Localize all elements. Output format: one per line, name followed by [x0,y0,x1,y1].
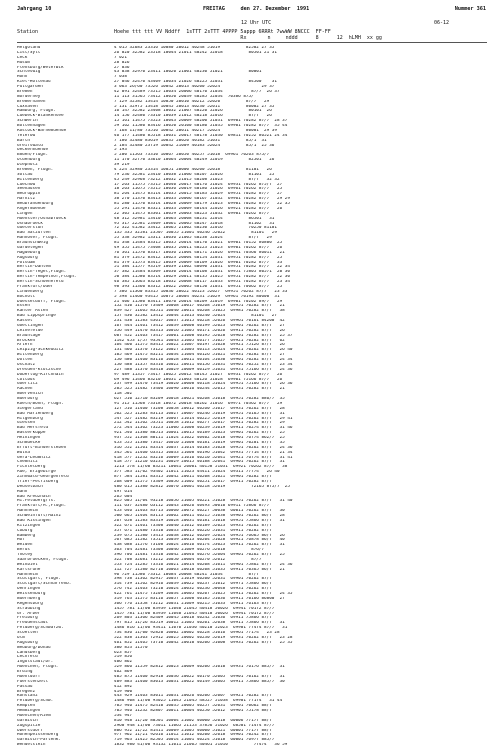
station-values: 500 665 11464 83113 10062 20011 40215 51038 69901 70262 86/7 28 [114,514,285,518]
station-values: 72 322 41582 33412 10065 21002 40230 52016 70250 81101 [114,226,277,231]
station-values: 1457 781 11/00 83939 11040 21045 40418 50026 69941 70172 87/7 [114,611,275,616]
station-values: 1142 453 1/57 93541 10043 21005 40177 51027 69921 70282 87/7 62 [114,338,285,343]
station-values: 276 742 11463 73210 10024 20032 40236 50048 69931 70262 87/7 [114,587,272,592]
station-name: Oldenburg [17,158,41,163]
station-name: Straubing [17,606,41,611]
station-name: Teterow [17,133,36,138]
station-name: Berlin-Tegel,Flugh. [17,270,67,275]
station-values: 377 583 11/02 93402 11011 21023 44411 51024 69311 77774 26 40 [114,470,280,475]
station-name: Hof [17,538,25,543]
station-values: 26 020 32582 23518 10044 21011 40242 52018 80501 21 31 [114,50,277,55]
station-name: Bad Salzuflen [17,231,51,236]
station-values: 91 515 11568 73318 10072 20018 40262 51016 69971 70362 87/7 29 [114,401,283,406]
station-values: 48 312 32981 13410 10063 20008 40231 52014 86501 31 [114,216,275,221]
station-values: 734 836 11/00 92820 10002 20002 40228 51016 69961 77174 23 28 [114,631,280,635]
station-values: 127 516 11460 73208 10058 20012 40260 51017 69931 70262 87/7 28 [114,406,285,411]
station-name: Frankfurt/M.,Flugh. [17,504,67,509]
station-values: 562 525 11283 83113 10027 20007 40246 51019 69951 76165 87/7 31 [114,411,285,416]
station-values: 15 161 11475 73523 10043 20009 40200 51031 69901 70282 87/7 28 37 [114,119,288,124]
station-values: 55 338 32982 13311 10036 21005 40238 52024 87/7 29 [114,236,272,241]
station-values: 27 046 32470 43409 10034 21026 40225 52031 84500 31 [114,80,277,85]
station-values: 22 305 11475 83301 10059 20003 40223 51032 69901 70262 87/7 [114,211,270,216]
station-values: 1486 908 11/00 93025 11045 21045 48527 51038 69901 77174 31 44 [114,699,283,704]
station-name: Freudenstadt [17,621,49,626]
station-name: Schwerin [17,119,38,124]
station-values: 5 398 11460 93415 10075 20004 40231 51029 69961 70192 80600 31 [114,294,280,299]
station-values: 921 546 11380 80513 10061 20015 40189 51023 69901 70262 87/7 25 [114,431,285,436]
station-name: Garmisch-Partenk. [17,738,61,743]
station-values: 522 838 11363 72912 10025 20002 40230 52019 69931 70262 87/7 23 28 [114,635,293,640]
station-name: Konstanz [17,694,38,699]
station-name: Berlin-Tempelhof,Flugh. [17,275,77,280]
station-values: 11 170 32770 33610 10064 20004 40249 52019 82501 26 [114,158,275,163]
station-values: 396 706 11481 73310 10042 20046 40276 52004 69901 70262 87/7 25 [114,553,285,557]
station-values: 4 015 32683 23316 10080 20012 40248 51019 82502 27 35 [114,46,275,50]
volume-label: Jahrgang 10 [17,6,52,12]
station-values: 164 460 11575 83415 10022 21007 40197 51028 69921 75126 87/7 26 [114,343,285,348]
station-values: 17 263 11575 73515 10040 20017 40176 51024 69931 70262 875/7 27 [114,182,283,187]
station-values: 267 658 11583 83319 10028 20031 40181 51018 69951 75866 87/7 31 [114,518,285,523]
station-name: Bremen [17,89,33,94]
station-name: Bremerhaven [17,99,46,104]
station-name: Lingen [17,211,33,216]
station-name: Trier-Petrisberg [17,479,59,484]
code-columns-line1: Hoehe ttt ttt VV Nddff 1sTTT 2sTTT 4PPPP 5appp 6RRRt 7wwWW 8NCCC FF-FF [114,29,331,35]
station-values: 131 466 11370 73122 10027 21003 40113 52024 69921 70262 87/7 26 40 [114,348,293,353]
station-name: Nuerburg [17,397,38,401]
station-values: 97 489 11357 73417 10025 20012 40145 51027 69931 70262 87/7 26 [114,372,283,377]
period-range: 06-12 [434,20,450,26]
station-values: 50 384 11580 83514 10029 20011 40135 51025 69951 70282 87/7 22 30 [114,275,290,280]
station-values: 95 317 22581 23409 10061 20005 40247 52018 81102 31 [114,221,275,226]
station-values: 2 184 32480 23719 10042 21009 40183 52024 85/1 25 36 [114,143,275,148]
station-name: Stuttgart, Flugh. [17,577,61,582]
station-values: 7 168 11/80 73516 10042 20011 40217 52024 80001 29 39 [114,128,277,133]
station-name: Muenchen/Riem [17,713,51,718]
station-values: 519 856 [114,655,133,660]
station-name: Diepholz [17,163,38,167]
station-values: 462 869 [114,670,133,674]
station-name: Wittenberg [17,353,43,358]
station-values: 607 452 11463 73417 10001 21008 40195 52028 69901 70282 87/7 25 37 [114,333,293,338]
observation-time: 12 Uhr UTC [241,20,272,26]
station-name: Rostock-Warnemuende [17,128,67,133]
station-values: 405 875 11460 82918 10036 20022 40170 52005 69901 70162 87/7 31 [114,674,285,679]
issue-number: Nummer 361 [454,6,486,12]
station-name: Kempten [17,704,36,709]
station-name: Aachen [17,387,33,392]
station-name: Fuerstenzell [17,679,49,684]
station-name: Aue, Erzgebirge [17,470,56,475]
station-values: 438 688 11576 73108 10024 20016 40174 53023 69911 70262 87/7 31 [114,543,285,548]
station-name: Tholey [17,553,33,557]
station-name: Meiningen [17,436,41,440]
station-values: 81 348 11484 83315 10035 20014 40170 51021 69901 70152 86800 25 [114,241,283,245]
station-values: 11 113 31565 73412 10050 20039 40285 52034 70386 875/ [114,94,254,99]
station-values: 398 738 11362 82917 10037 21019 40200 52031 69901 70262 87/7 [114,577,272,582]
station-name: Bad Hersfeld [17,426,49,431]
station-values: 227 488 11370 83418 10029 20009 40129 51031 69931 75166 87/7 24 36 [114,367,293,372]
station-name: Dollen [17,358,33,362]
station-values: 96 729 11580 73312 10084 20008 40241 51034 87/7 [114,572,259,577]
station-values: 461 852 11465 73710 10042 20010 40206 51008 69931 70262 87/7 25 35 [114,640,293,645]
station-values: 380 853 11570 [114,645,148,650]
station-name: Artern [17,343,33,348]
station-values: 2960 948 11/00 73011 11065 21153 37856 51026 68501 71474 87/7 [114,723,275,728]
station-values: 5 193 [114,148,127,153]
station-values: 877 584 11581 83315 10042 20011 40208 51021 69901 70282 87/7 [114,475,272,479]
station-values: 37 382 11484 83309 10030 20014 40108 52031 69951 75805 80571 20 30 [114,270,290,275]
station-values: 39 219 [114,163,130,167]
station-values: 81 264 11475 83114 10035 20015 40183 52029 69951 70282 87/7 27 [114,192,283,197]
station-values: 567 685 11582 73513 10039 20013 40204 51028 69921 76878 86/7 40 [114,538,285,543]
station-values: 3 063 26/60 73526 10042 20013 40200 52024 29 37 [114,85,275,89]
station-name: Chemnitz [17,460,38,465]
station-name: Luechow [17,182,36,187]
station-values: 356 449 11470 83313 10016 21005 40171 52026 69911 70282 87/7 26 [114,328,285,333]
station-name: Erding [17,670,33,674]
station-values: 1486 816 11/06 93411 11070 21030 40210 52023 69901 77474 87/7 31 [114,626,288,631]
station-name: Mannheim [17,572,38,577]
station-values: 239 675 11580 73413 10038 20012 40269 52024 69951 76665 86/7 26 [114,533,285,538]
station-values: 705 946 11475 82410 10035 20005 40257 52031 69901 70662 88/7 [114,704,272,709]
station-name: Hohn [17,75,28,80]
station-values: 1832 980 41/00 93132 11011 21065 40461 51010 77474 36 59 [114,743,288,748]
station-values: 42 091 32489 73515 10034 20006 40170 51034 87/7 26 37 [114,89,280,94]
station-values: 21 406 11580 83411 10070 20014 40209 52019 69901 70202 89/7 29 [114,299,283,304]
station-values: 55 291 11470 83321 10033 20009 40144 52026 69921 70282 87/7 26 [114,206,283,211]
station-values: 28 026 [114,60,130,65]
station-name: Kahler Asten [17,309,49,314]
station-name: Dresden-Klotzsche [17,367,61,372]
station-name: Brocken [17,338,36,343]
station-name: Duesseldorf, Flugh. [17,299,67,304]
station-values: 497 614 [114,489,133,494]
station-name: Helgoland [17,46,41,50]
station-values: 406 862 [114,660,133,665]
station-name: Leinefelde [17,328,43,333]
station-values: 810 948 11/20 80501 10004 21002 40000 52018 60006 77177 88/7 [114,718,272,723]
station-values: 553 724 11285 73316 10021 20014 40208 51011 69901 75862 87/7 24 36 [114,562,293,567]
station-name: Hohenpeissenberg [17,733,59,738]
station-values: 419 900 [114,689,133,694]
station-values: 268 609 11575 73309 10056 21002 40251 52017 69911 70282 87/7 [114,479,272,484]
station-name: Neuburg/Donau [17,645,51,650]
station-name: Wutha [17,450,30,455]
station-name: Ulm [17,635,25,640]
station-values: 825 605 11/04 93218 10056 21005 40221 51028 69951 70262 87/7 31 40 [114,499,293,504]
station-name: Kassel [17,319,33,323]
station-name: Wendelstein [17,743,46,748]
station-values: 265 604 [114,494,133,499]
station-values: 269 803 11366 82409 10045 20018 40242 51036 69911 75866 87/7 [114,616,272,621]
station-values: 422 761 11475 73209 10034 20005 40207 51025 69911 70262 87/7 24 35 [114,592,293,596]
station-values: 977 962 11/21 92616 11012 21012 40200 52018 69901 70242 87/7 [114,733,272,738]
station-values: 81 280 11570 83314 10028 20009 40179 51023 69901 70282 87/7 22 35 [114,202,290,206]
station-name: Augsburg [17,640,38,645]
station-values: 418 577 11210 03231 10029 20015 40188 52041 69901 70262 87/7 31 [114,460,285,465]
station-name: Marnitz [17,197,36,202]
station-name: Bregenz [17,689,36,694]
report-date: FREITAG den 27. Dezember 1991 [203,6,310,12]
station-values: 237 499 11470 73419 10020 20008 40118 51024 69951 75166 87/7 26 36 [114,382,293,387]
station-name: Magdeburg [17,250,41,255]
station-name: Guetersloh [17,226,43,231]
station-values: 14 156 32480 73310 10039 21012 40218 52016 87/7 26 [114,114,272,119]
station-name: Augsburg [17,255,38,260]
station-values: 316 552 11561 83314 10037 21014 40183 51028 69951 70262 87/7 24 36 [114,445,293,450]
station-values: 1213 578 11/60 03211 10041 20001 40158 51031 69921 70262 87/7 38 [114,465,288,470]
station-values: 806 952 11/22 81411 10009 21005 40000 51021 60001 77177 88/7 [114,728,272,733]
station-values: 453 646 11463 83713 10060 20072 40227 50038 60011 70262 87/7 30 [114,509,285,514]
station-values: 43 038 32970 23411 10020 21001 40230 51021 80001 [114,70,262,75]
station-values: 797 815 11/26 83519 10012 21005 40201 52038 69911 75866 87/7 31 [114,621,285,626]
station-name: Hannover, Flugh. [17,236,59,241]
station-values: 534 947 [114,713,133,718]
station-values: 418 577 11232 83216 10009 21016 40210 52041 69921 76774 87/7 31 41 [114,455,293,460]
station-name: Bocholt [17,294,36,299]
station-values: 7 180 32480 83619 10035 20020 40182 51031 85/1 31 [114,138,267,143]
station-values: 7 129 32582 13414 10050 20010 40212 52020 87/7 29 [114,99,270,104]
station-values: 357 671 11480 73310 10033 20015 40226 51031 69911 70282 87/7 [114,528,272,533]
station-name: Bremen, Flugh. [17,167,54,172]
station-name: Feldberg/Schw. [17,699,54,704]
station-values: 409 883 11460 83013 10031 20022 40149 53005 69911 75866 885/7 30 [114,679,285,684]
station-name: Oehringen [17,587,41,592]
station-name: Greifswald [17,143,43,148]
station-name: Deuselbach [17,484,43,489]
station-name: Potsdam [17,260,36,265]
station-values: 453 555 11380 73417 10010 21008 40181 51019 69901 70201 87/7 35 [114,440,285,445]
station-values: 157 430 32582 13412 10044 21013 40240 52024 81101 27 [114,314,277,319]
station-name: Hilgenburg [17,416,43,421]
station-values: 59 162 11580 83416 10050 20100 40180 51035 69901 70282 87/7 35 44 [114,124,288,128]
station-values: 16 147 32582 23408 10032 21007 40220 52026 80101 26 [114,109,272,114]
station-name: Garmisch [17,718,38,723]
station-values: 150 480 11460 83116 10028 20011 40164 51030 69901 70282 87/7 24 34 [114,358,293,362]
station-name: Oschatz [17,362,36,367]
station-name: Leck [17,55,28,60]
station-name: Oberstdorf [17,728,43,733]
station-values: 719 963 11425 82505 10014 21001 40224 51018 60001 76977 885/7 [114,738,275,743]
station-name: Gr. Arber [17,611,41,616]
station-name: Husum [17,60,30,65]
station-values: 46 385 11663 83218 10032 20008 40117 52033 69951 70282 87/7 23 34 [114,280,290,284]
station-name: Frankfurt/Oder [17,284,54,289]
station-name: Zinnwald-Georgenfeld [17,475,69,479]
station-name: Hamburg, Flugh. [17,109,56,114]
station-values: 1457 781 11/00 83939 11040 21045 40418 50026 69941 70172 87/7 [114,606,275,611]
station-name: Feldberg/Schwarzw. [17,626,64,631]
station-name: Muenster/Osnabrueck [17,216,67,221]
station-name: Koeln/Bonn, Flugh. [17,401,64,406]
station-name: Luebeck-Blankensee [17,114,64,119]
station-name: Freiburg [17,616,38,621]
code-columns-line2: Rx n nddd 8 12 hLMH xx gg [114,35,382,41]
station-values: 443 929 11463 83011 10031 20026 40206 52007 69921 70282 87/7 [114,694,272,699]
station-name: Ueckermuende [17,148,49,153]
station-values: 231 438 11583 43617 10037 21015 40218 52026 69961 70161 84200 42 [114,319,285,323]
station-name: Fichtelberg [17,465,46,470]
station-values: 150 488 11357 83316 10022 20011 40156 51031 69901 70252 87/7 23 34 [114,362,293,367]
station-values: 105 469 11475 83211 10034 21004 40126 51021 69931 70282 87/7 27 [114,353,285,358]
station-name: Stoetten [17,631,38,635]
station-values: 363 704 32481 73308 10046 21009 40276 52018 876/7 [114,548,265,553]
station-values: 112 727 11580 82710 10063 20018 40208 51035 69911 70365 86/7 21 [114,567,285,572]
station-name: List/Sylt [17,50,41,55]
station-name: Berlin-Dahlem [17,265,51,270]
station-name: Goettingen [17,323,43,328]
station-values: 705 946 11232 82807 10011 20004 40250 52012 69901 75178 88/7 [114,709,272,713]
header-rule [17,42,487,43]
station-name: Leipzig-Schkeuditz [17,348,64,353]
station-name: Weissenburg [17,592,46,596]
station-name: Soltau [17,172,33,177]
station-table [17,46,487,748]
station-values: 7 038 [114,75,127,80]
station-name: Weiden [17,543,33,548]
station-name: Flensburg/Weterwik [17,65,64,70]
station-name: Lechfeld [17,655,38,660]
station-name: Hahn [17,489,28,494]
station-name: Bad Kreuznach [17,494,51,499]
station-name: Berus [17,548,30,553]
station-name: Puttgarden [17,85,43,89]
station-values: 167 444 11461 73412 10039 20008 40199 52023 69901 70262 87/7 27 [114,323,285,328]
station-values: 135 335 32581 23507 10055 21001 40246 52022 81101 29 [114,231,277,236]
station-name: Weinbiet [17,562,38,567]
station-name: Saarbruecken, Flugh. [17,557,69,562]
station-values: 322 708 32681 73212 10050 20004 40270 52012 87/7 [114,557,262,562]
station-name: Doberlug-Kirchhain [17,372,64,377]
station-name: Giessen [17,421,36,426]
station-values: 45 249 32968 73212 10032 21015 40208 51023 87/7 32 32 [114,177,280,182]
station-name: Erfurt-Bindersleben [17,445,67,450]
station-name: Norderney [17,94,41,99]
station-name: Bad Lippspringe [17,314,56,319]
station-row [17,743,487,748]
station-name: Osnabrueck [17,221,43,226]
station-values: 345 561 11460 63315 10033 21008 40196 51042 69931 77714 87/7 21 34 [114,450,293,455]
station-name: Schweinfurt/Mainz [17,514,61,518]
station-values: 529 866 11559 82812 10023 20009 40206 51010 69931 76176 885/7 31 [114,665,285,670]
station-name: Braunlage [17,333,41,338]
station-name: Gera-Leumnitz [17,455,51,460]
station-values: 272 544 11362 73223 11006 21008 40239 51019 69911 70274 87/7 31 46 [114,426,293,431]
station-name: Karlsruhe [17,567,41,572]
station-name: Lindenberg [17,289,43,294]
station-name: Hi.Feldberg/Ts. [17,499,56,504]
station-name: Goerlitz [17,382,38,387]
station-name: Gardelegen [17,245,43,250]
station-values: 81 379 11472 83412 10023 20004 40154 52031 69951 70282 87/7 25 [114,255,283,260]
station-name: Muenchen, Flugh. [17,665,59,670]
station-name: Stuttgart/Schnarrenb. [17,582,72,587]
station-values: 7 386 11360 83315 10036 20022 40123 52027 69951 70262 87/7 23 33 [114,289,288,294]
station-values: 152 410 11570 73409 10068 20017 40268 51019 69951 70282 87/7 21 [114,304,285,309]
station-name: Essen [17,304,30,309]
station-values: 322 671 11461 73308 10040 21012 40189 52023 69931 70262 87/7 [114,523,272,528]
station-name: Wittenberg [17,177,43,182]
station-values: 5 200 11563 73310 10067 20050 40257 51018 69961 70263 875/7 [114,153,270,158]
station-values: 81 379 11573 83415 10039 20009 40109 51026 69901 70282 87/7 33 [114,260,283,265]
station-values: 46 177 11480 85518 10031 20017 40178 51030 69811 70252 86521 24 34 [114,133,288,138]
station-values: 98 393 11360 83312 10022 20005 40150 51031 69951 70662 87/7 25 [114,284,283,289]
station-name: Bamberg [17,533,36,538]
station-values: 18 263 11675 73515 10036 20019 40186 51026 69961 70262 87/7 25 [114,187,283,192]
station-values: 79 236 32581 23410 10038 21006 40207 52026 81101 25 [114,172,275,177]
station-values: 623 857 [114,650,133,655]
station-values: 212 542 11562 53511 10058 21012 40277 52017 69921 70282 87/7 29 [114,421,285,426]
station-name: Zugspitze [17,723,41,728]
station-name: Schleswig [17,70,41,75]
station-name: Barth [17,138,30,143]
station-name: Kitzingen [17,523,41,528]
station-name: Berlin-Schoenefeld [17,280,64,284]
station-name: Memmingen [17,709,41,713]
station-name: Bad Kissingen [17,518,51,523]
station-values: 480 615 11380 82812 10070 20001 40218 52019 72165 875/7 25 [114,484,290,489]
station-name: Muehldorf [17,674,41,679]
station-values: 38 270 11370 83413 10033 20006 40167 51032 69961 70282 87/7 29 29 [114,197,290,202]
station-values: 4 224 32980 23314 10051 20000 40200 52018 81101 26 [114,167,272,172]
station-values: 205 525 11482 73406 10090 20016 40244 52015 69931 70282 87/7 21 [114,387,285,392]
station-name: Bad Marienberg [17,411,54,416]
station-name: Schmuecke [17,440,41,445]
station-name: Neubrandenburg [17,202,54,206]
station-values: 7 021 [114,55,127,60]
station-name: Regensburg [17,601,43,606]
station-name: Emden/Flugh. [17,153,49,158]
station-name: Ingolstadt/Dr. [17,660,54,665]
station-values: 319 763 11575 83116 10057 21008 40185 51036 69911 70166 86800 27 [114,596,285,601]
station-values: 839 427 11665 83511 10040 20011 40268 51025 69981 70282 87/7 38 [114,309,285,314]
station-name: Passau [17,684,33,689]
station-name: Noervenich [17,392,43,397]
station-name: Seehausen [17,187,41,192]
station-values: 51 384 11577 93519 10039 21002 40090 51031 69951 70282 87/7 22 34 [114,265,290,270]
station-values: 412 892 [114,684,133,689]
station-name: Coburg [17,528,33,533]
station-column-header: Station [17,29,39,35]
station-values: 5 131 32975 13418 10045 20013 40230 52011 80002 27 35 [114,104,275,109]
station-values: 937 552 11368 80111 11024 21022 40402 52018 69901 76774 862/7 25 [114,436,285,440]
station-values: 366 776 11358 73212 10031 21009 40215 51033 69911 76163 87/7 [114,601,272,606]
station-values: 49 355 11475 73408 10035 20011 40223 51023 69901 70262 87/7 26 [114,245,283,250]
station-name: Braunschweig [17,241,49,245]
station-name: Landsberg [17,650,41,655]
station-values: 118 502 [114,392,133,397]
station-name: Mannheim [17,509,38,514]
station-name: Cottbus [17,377,36,382]
station-values: 314 739 11562 82916 10039 20022 40237 51012 69971 75866 86/7 [114,582,272,587]
station-values: 27 036 [114,65,130,70]
station-values: 627 510 12710 83209 10018 20021 40268 51018 69951 70282 886/7 35 [114,397,285,401]
station-name: Cuxhaven [17,104,38,109]
station-name: Angermuende [17,206,46,211]
station-values: 547 527 11482 83219 10067 21014 40225 52019 69911 70262 87/7 29 41 [114,416,293,421]
station-name: Kiel-Holtenau [17,80,51,85]
station-name: Siegerland [17,406,43,411]
station-name: Neuruppin [17,192,41,197]
station-values: 69 496 11460 83210 10031 21003 40126 51028 69901 75166 87/7 26 [114,377,283,382]
station-values: 111 637 32480 63112 10043 20026 40493 50010 69911 75866 87/7 [114,504,270,509]
station-values: 76 361 11570 83317 10036 21004 40171 51026 69941 70366 86011 21 [114,250,285,255]
station-name: Wasserkuppe [17,431,46,436]
station-name: Nuernberg [17,596,41,601]
station-name: Boltenhagen [17,124,46,128]
